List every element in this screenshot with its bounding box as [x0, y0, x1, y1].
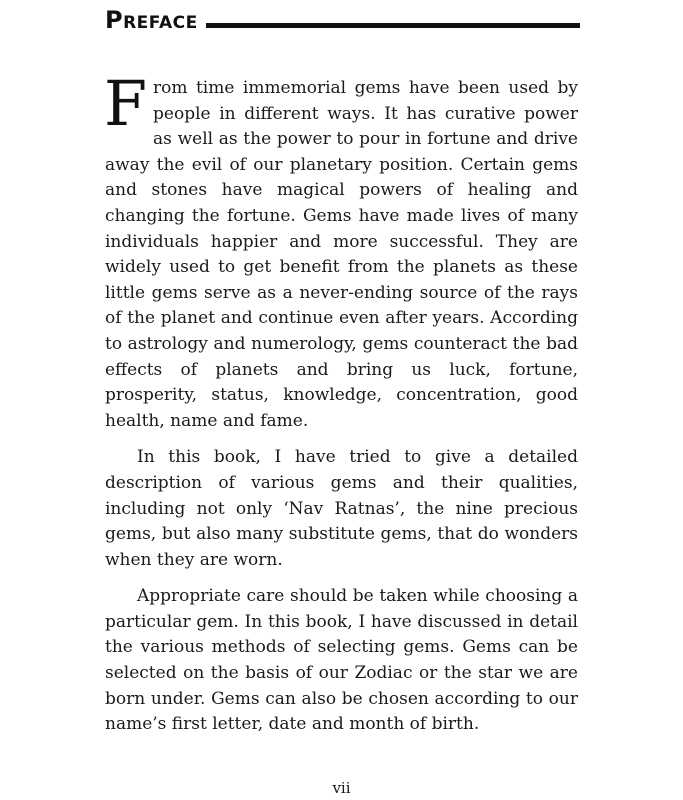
paragraph-1 — [104, 67, 578, 434]
header-rule — [206, 23, 580, 28]
body-text — [104, 67, 578, 738]
paragraph-2: In this book, I have tried to give a detailed description of various gems and their qualities, including not only ‘Nav Ratnas’, the nine precious gems, but also many substitute gems, that do wonders when they are worn. — [105, 447, 578, 570]
chapter-title: Preface — [105, 6, 198, 34]
chapter-header — [105, 0, 580, 32]
paragraph-1-text: rom time immemorial gems have been used by people in different ways. It has curative power as well as the power to pour in fortune and drive away the evil of our planetary position. Certain gems and stones have magical powers of healing and changing the fortune. Gems have made lives of many individuals happier and more successful. They are widely used to get benefit from the planets as these little gems serve as a never-ending source of the rays of the planet and continue even after years. According to astrology and numerology, gems counteract the bad effects of planets and bring us luck, fortune, prosperity, status, knowledge, concentration, good health, name and fame. — [105, 78, 578, 431]
drop-cap: F — [104, 67, 148, 140]
page-number: vii — [332, 779, 351, 797]
paragraph-3: Appropriate care should be taken while choosing a particular gem. In this book, I have discussed in detail the various methods of selecting gems. Gems can be selected on the basis of our Zodiac or the star we are born under. Gems can also be chosen according to our name’s first letter, date and month of birth. — [105, 586, 578, 735]
